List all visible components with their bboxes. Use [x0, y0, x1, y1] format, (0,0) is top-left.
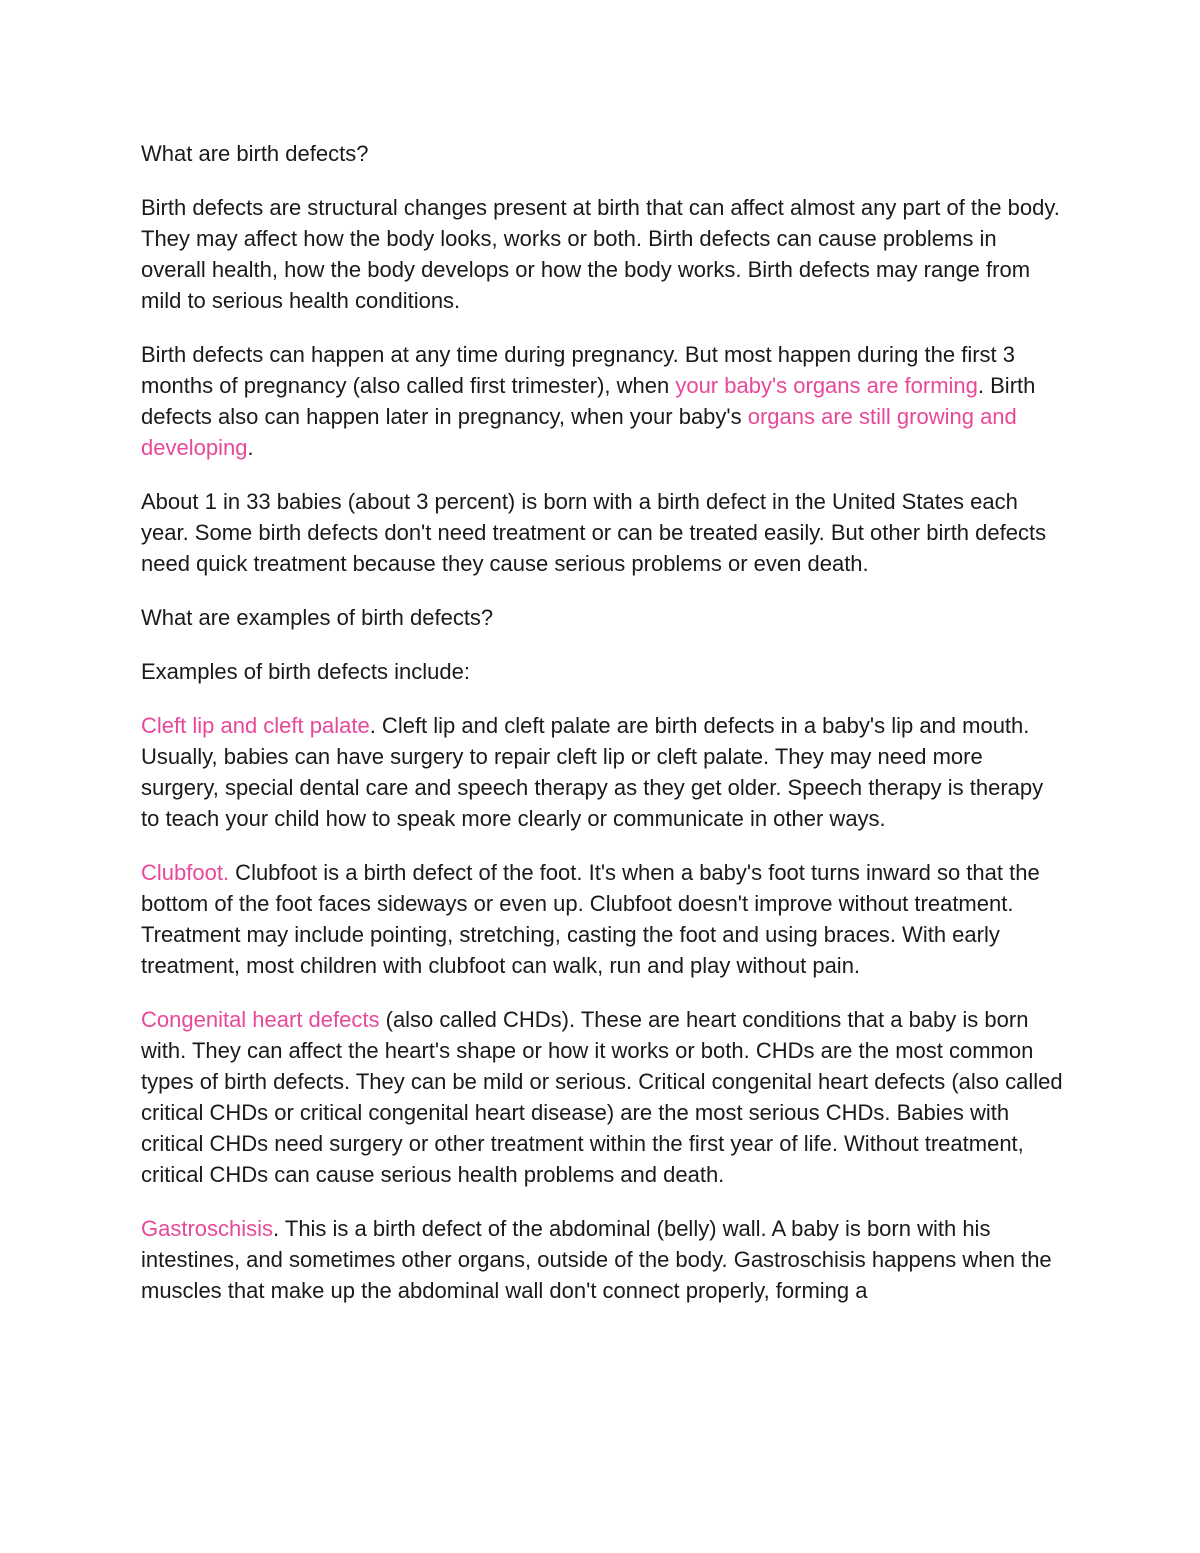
example-clubfoot — [141, 857, 1066, 981]
paragraph-timing-text-2: . Birth defects also can happen later in pregnancy, when your baby's — [141, 373, 1036, 429]
link-cleft-lip-palate[interactable]: Cleft lip and cleft palate — [141, 713, 370, 738]
link-gastroschisis[interactable]: Gastroschisis — [141, 1216, 274, 1241]
section-heading-what-are-birth-defects: What are birth defects? — [141, 141, 369, 166]
paragraph-timing-text-3: . — [247, 435, 254, 460]
examples-intro: Examples of birth defects include: — [141, 659, 470, 684]
example-clubfoot-text: Clubfoot is a birth defect of the foot. It's when a baby's foot turns inward so that the bottom of the foot faces sideways or even up. Clubfoot doesn't improve without treatment. Treatment may include pointing, stretching, casting the foot and using braces. With early treatment, most children with clubfoot can walk, run and play without pain. — [141, 860, 1040, 978]
example-congenital-heart-defects — [141, 1004, 1066, 1190]
paragraph-timing-text-1: Birth defects can happen at any time during pregnancy. But most happen during the first 3 months of pregnancy (also called first trimester), when — [141, 342, 1016, 398]
link-congenital-heart-defects[interactable]: Congenital heart defects — [141, 1007, 380, 1032]
link-clubfoot[interactable]: Clubfoot. — [141, 860, 230, 885]
section-heading-examples: What are examples of birth defects? — [141, 605, 494, 630]
paragraph-timing — [141, 339, 1066, 463]
link-babys-organs-forming[interactable]: your baby's organs are forming — [675, 373, 978, 398]
document-page — [141, 138, 1066, 1329]
example-cleft-lip-palate — [141, 710, 1066, 834]
paragraph-definition: Birth defects are structural changes present at birth that can affect almost any part of the body. They may affect how the body looks, works or both. Birth defects can cause problems in overall health, how the body develops or how the body works. Birth defects may range from mild to serious health conditions. — [141, 195, 1060, 313]
example-cleft-lip-palate-text: . Cleft lip and cleft palate are birth defects in a baby's lip and mouth. Usually, babies can have surgery to repair cleft lip or cleft palate. They may need more surgery, special dental care and speech therapy as they get older. Speech therapy is therapy to teach your child how to speak more clearly or communicate in other ways. — [141, 713, 1044, 831]
example-gastroschisis — [141, 1213, 1066, 1306]
paragraph-prevalence: About 1 in 33 babies (about 3 percent) is born with a birth defect in the United States each year. Some birth defects don't need treatment or can be treated easily. But other birth defects need quick treatment because they cause serious problems or even death. — [141, 489, 1047, 576]
link-organs-growing-developing[interactable]: organs are still growing and developing — [141, 404, 1017, 460]
example-gastroschisis-text: . This is a birth defect of the abdominal (belly) wall. A baby is born with his intestines, and sometimes other organs, outside of the body. Gastroschisis happens when the muscles that make up the abdominal wall don't connect properly, forming a — [141, 1216, 1052, 1303]
example-congenital-heart-defects-text: (also called CHDs). These are heart conditions that a baby is born with. They can affect the heart's shape or how it works or both. CHDs are the most common types of birth defects. They can be mild or serious. Critical congenital heart defects (also called critical CHDs or critical congenital heart disease) are the most serious CHDs. Babies with critical CHDs need surgery or other treatment within the first year of life. Without treatment, critical CHDs can cause serious health problems and death. — [141, 1007, 1063, 1187]
